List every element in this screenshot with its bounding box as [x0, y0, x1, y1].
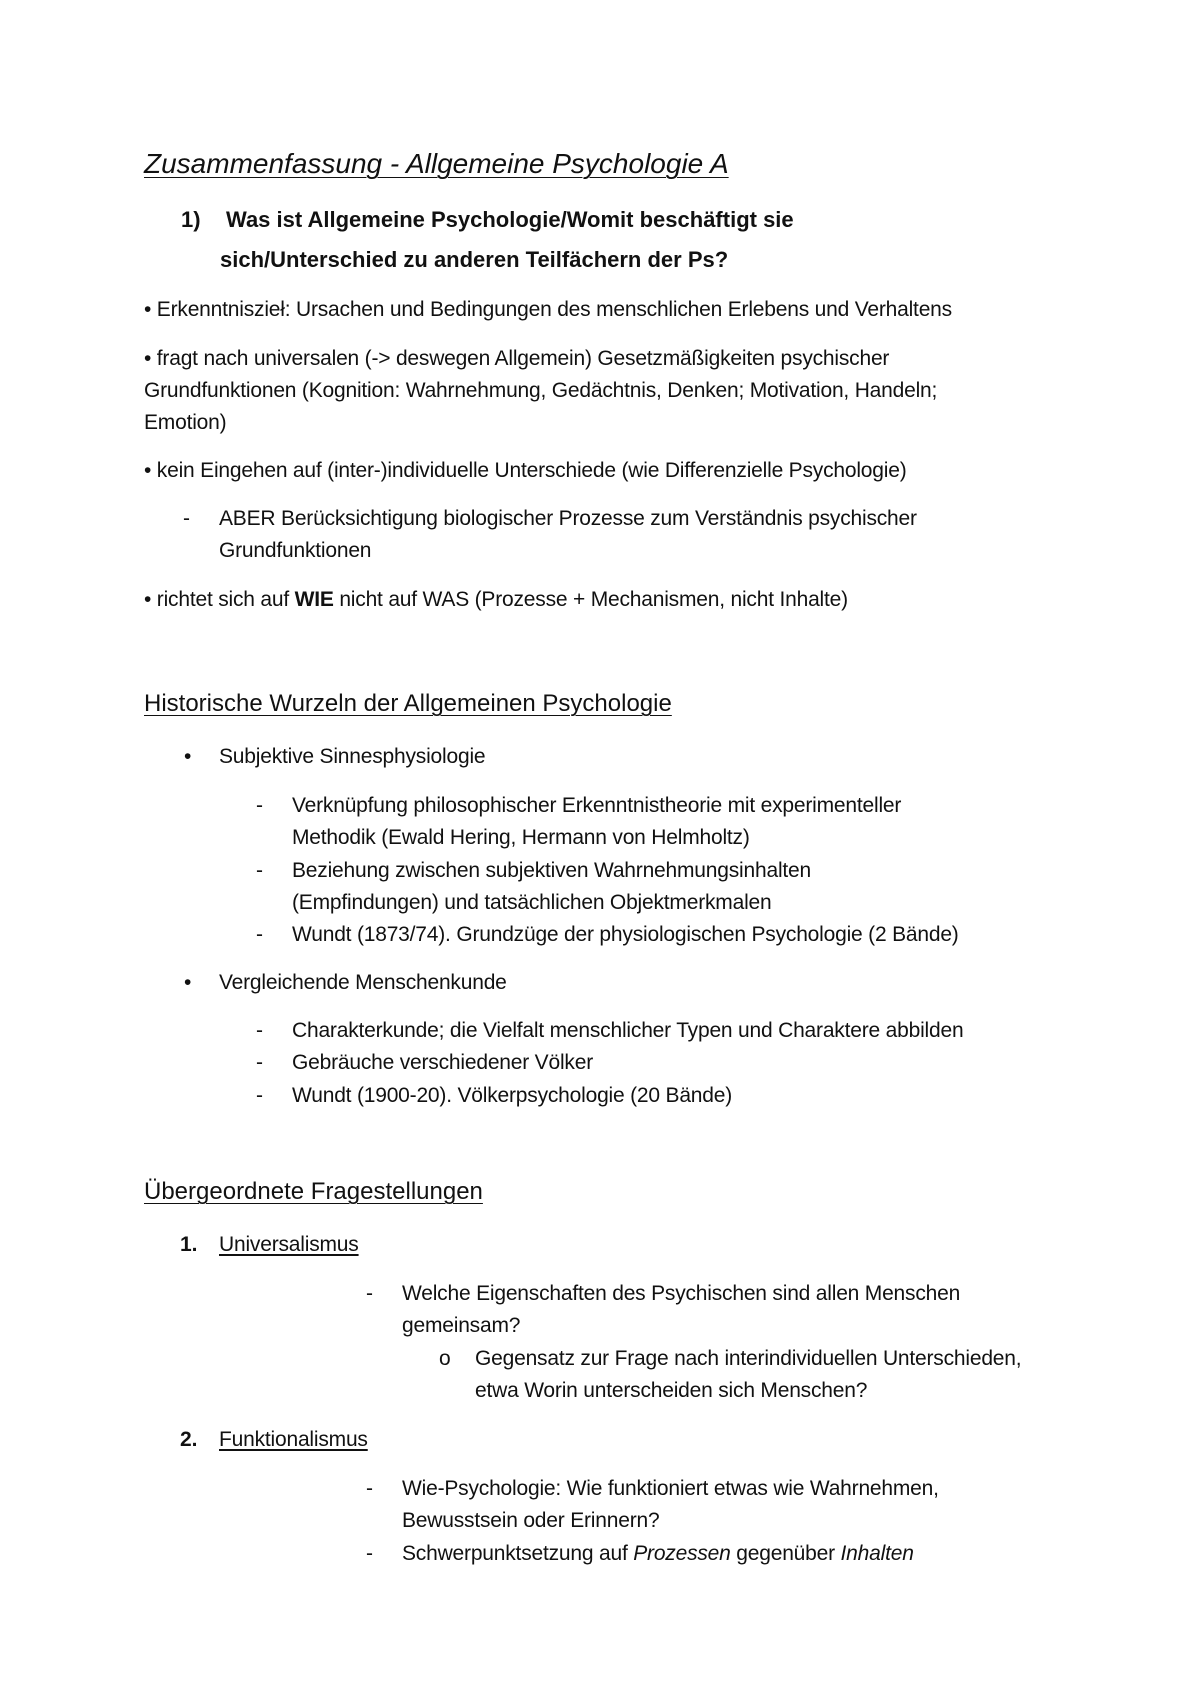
sub-item-text: Verknüpfung philosophischer Erkenntnistheorie mit experimenteller — [292, 794, 902, 817]
bullet-icon: • — [144, 347, 152, 370]
bullet-icon: • — [144, 588, 152, 611]
text-pre: Schwerpunktsetzung auf — [402, 1542, 634, 1565]
sub-sub-item-text: Gegensatz zur Frage nach interindividuellen Unterschieden, — [475, 1347, 1022, 1370]
sub-item-text-continued: Bewusstsein oder Erinnern? — [402, 1509, 660, 1532]
dash-marker: - — [183, 507, 190, 530]
bullet-icon: • — [184, 745, 192, 768]
question-line-1: Was ist Allgemeine Psychologie/Womit beschäftigt sie — [226, 207, 794, 232]
section-heading-questions: Übergeordnete Fragestellungen — [144, 1178, 483, 1205]
dash-marker: - — [256, 1084, 263, 1107]
numbered-marker: 1. — [180, 1233, 198, 1256]
sub-item-text — [402, 1538, 914, 1570]
bullet-text-post: nicht auf WAS (Prozesse + Mechanismen, nicht Inhalte) — [333, 588, 848, 611]
bullet-text-continued: Grundfunktionen (Kognition: Wahrnehmung, Gedächtnis, Denken; Motivation, Handeln; — [144, 379, 938, 402]
bullet-item — [144, 294, 952, 326]
document-title: Zusammenfassung - Allgemeine Psychologie A — [144, 148, 729, 179]
sub-item-text-continued: Grundfunktionen — [219, 539, 372, 562]
dash-marker: - — [256, 1019, 263, 1042]
section-heading-history: Historische Wurzeln der Allgemeinen Psychologie — [144, 690, 672, 717]
bullet-text-bold: WIE — [294, 588, 334, 611]
question-number: 1) — [181, 207, 201, 232]
sub-item-text-continued: gemeinsam? — [402, 1314, 521, 1337]
bullet-text-continued: Emotion) — [144, 411, 227, 434]
sub-item-text: Beziehung zwischen subjektiven Wahrnehmungsinhalten — [292, 859, 812, 882]
circle-marker: o — [439, 1347, 451, 1370]
dash-marker: - — [256, 1051, 263, 1074]
dash-marker: - — [256, 794, 263, 817]
text-mid: gegenüber — [730, 1542, 841, 1565]
numbered-marker: 2. — [180, 1428, 198, 1451]
sub-item-text: Welche Eigenschaften des Psychischen sind allen Menschen — [402, 1282, 961, 1305]
dash-marker: - — [256, 923, 263, 946]
sub-item-text-continued: Methodik (Ewald Hering, Hermann von Helmholtz) — [292, 826, 750, 849]
text-italic-processes: Prozessen — [633, 1542, 731, 1565]
sub-item-text-continued: (Empfindungen) und tatsächlichen Objektmerkmalen — [292, 891, 772, 914]
bullet-icon: • — [144, 459, 152, 482]
numbered-item-universalism: Universalismus — [219, 1233, 359, 1256]
bullet-text: kein Eingehen auf (inter-)individuelle Unterschiede (wie Differenzielle Psychologie) — [156, 459, 907, 482]
bullet-icon: • — [184, 971, 192, 994]
bullet-text: fragt nach universalen (-> deswegen Allgemein) Gesetzmäßigkeiten psychischer — [156, 347, 890, 370]
bullet-icon: • — [144, 298, 152, 321]
dash-marker: - — [366, 1542, 373, 1565]
text-italic-contents: Inhalten — [840, 1542, 914, 1565]
bullet-text: Erkenntniszieł: Ursachen und Bedingungen des menschlichen Erlebens und Verhaltens — [156, 298, 952, 321]
sub-item-text: Wundt (1900-20). Völkerpsychologie (20 Bände) — [292, 1084, 733, 1107]
sub-item-text: Charakterkunde; die Vielfalt menschlicher Typen und Charaktere abbilden — [292, 1019, 964, 1042]
numbered-item-functionalism: Funktionalismus — [219, 1428, 368, 1451]
sub-item-text: Gebräuche verschiedener Völker — [292, 1051, 594, 1074]
dash-marker: - — [256, 859, 263, 882]
list-item-comparative-anthropology: Vergleichende Menschenkunde — [219, 971, 507, 994]
sub-item-text: Wundt (1873/74). Grundzüge der physiologischen Psychologie (2 Bände) — [292, 923, 959, 946]
bullet-item — [144, 455, 907, 487]
bullet-item — [144, 584, 848, 616]
sub-sub-item-text-continued: etwa Worin unterscheiden sich Menschen? — [475, 1379, 868, 1402]
bullet-item — [144, 343, 889, 375]
bullet-text-pre: richtet sich auf — [156, 588, 295, 611]
sub-item-text: ABER Berücksichtigung biologischer Prozesse zum Verständnis psychischer — [219, 507, 917, 530]
list-item-subjective-physiology: Subjektive Sinnesphysiologie — [219, 745, 486, 768]
dash-marker: - — [366, 1282, 373, 1305]
sub-item-text: Wie-Psychologie: Wie funktioniert etwas wie Wahrnehmen, — [402, 1477, 939, 1500]
question-line-2: sich/Unterschied zu anderen Teilfächern der Ps? — [220, 247, 729, 272]
dash-marker: - — [366, 1477, 373, 1500]
